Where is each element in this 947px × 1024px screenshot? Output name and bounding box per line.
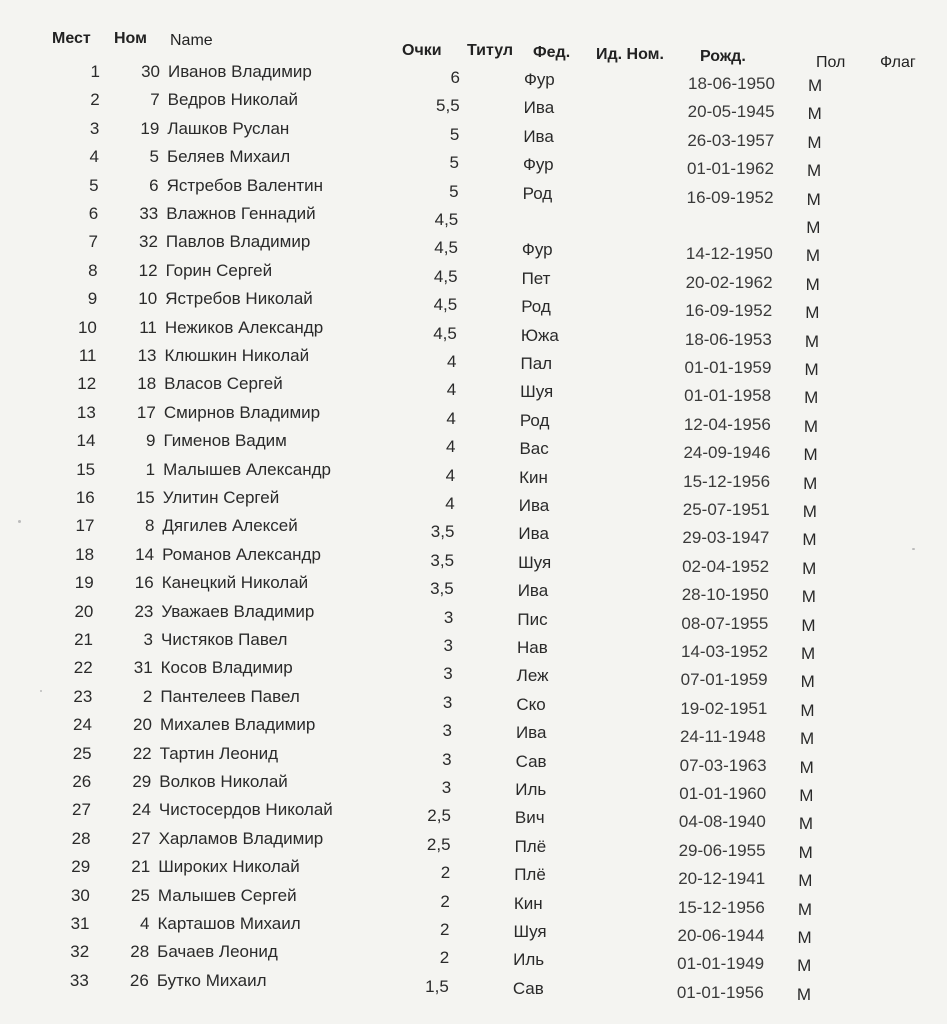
- number-cell: 24: [131, 800, 151, 820]
- points-cell: 3: [442, 749, 452, 769]
- name-cell: Смирнов Владимир: [163, 402, 321, 422]
- number-cell: 18: [137, 374, 157, 394]
- table-row: [0, 938, 936, 976]
- number-cell: 19: [140, 118, 160, 138]
- place-cell: 23: [73, 686, 93, 706]
- federation-cell: Сав: [515, 751, 547, 771]
- federation-cell: Фур: [524, 70, 555, 89]
- number-cell: 26: [129, 970, 149, 990]
- birth-date-cell: 14-12-1950: [685, 244, 773, 264]
- place-cell: 21: [74, 630, 93, 649]
- birth-date-cell: 01-01-1962: [686, 159, 774, 179]
- sex-cell: М: [804, 331, 820, 351]
- number-cell: 2: [142, 686, 153, 706]
- table-row: [0, 825, 938, 862]
- federation-cell: Ива: [515, 723, 547, 743]
- birth-date-cell: 18-06-1950: [688, 74, 775, 93]
- place-cell: 30: [70, 885, 90, 905]
- federation-cell: Вич: [514, 808, 545, 828]
- points-cell: 3,5: [430, 579, 454, 599]
- number-cell: 30: [141, 62, 160, 81]
- name-cell: Уважаев Владимир: [161, 601, 315, 621]
- points-cell: 4,5: [433, 266, 458, 286]
- points-cell: 3: [442, 692, 453, 712]
- place-cell: 22: [73, 658, 93, 678]
- points-cell: 4: [445, 494, 455, 513]
- name-cell: Власов Сергей: [164, 374, 283, 394]
- federation-cell: Плё: [514, 865, 546, 885]
- federation-cell: Ива: [523, 126, 554, 146]
- number-cell: 32: [138, 232, 158, 252]
- birth-date-cell: 01-01-1958: [684, 386, 772, 406]
- number-cell: 8: [144, 516, 155, 536]
- points-cell: 4,5: [433, 323, 457, 343]
- scan-speck: [18, 520, 21, 523]
- sex-cell: М: [799, 729, 815, 749]
- sex-cell: М: [797, 928, 812, 947]
- sex-cell: М: [803, 445, 818, 465]
- table-row: [0, 314, 944, 351]
- points-cell: 5,5: [436, 96, 460, 116]
- birth-date-cell: 01-01-1960: [679, 784, 767, 803]
- federation-cell: Нав: [517, 638, 548, 657]
- table-row: [0, 285, 944, 323]
- federation-cell: Фур: [521, 240, 553, 260]
- name-cell: Малышев Сергей: [157, 885, 297, 905]
- table-row: [0, 853, 937, 891]
- birth-date-cell: 07-01-1959: [680, 670, 768, 690]
- place-cell: 25: [72, 743, 92, 763]
- federation-cell: Иль: [513, 950, 545, 970]
- place-cell: 29: [71, 857, 91, 877]
- sex-cell: М: [806, 189, 821, 209]
- sex-cell: М: [802, 558, 817, 578]
- place-cell: 28: [71, 828, 91, 848]
- name-cell: Беляев Михаил: [166, 147, 291, 167]
- place-cell: 9: [87, 289, 98, 309]
- sex-cell: М: [807, 132, 822, 152]
- birth-date-cell: 20-12-1941: [678, 869, 766, 889]
- federation-cell: Род: [522, 183, 553, 203]
- table-row: [0, 86, 947, 124]
- header-place: Мест: [52, 30, 91, 47]
- federation-cell: Род: [521, 297, 551, 317]
- header-num: Ном: [114, 30, 147, 47]
- name-cell: Пантелеев Павел: [160, 686, 300, 706]
- points-cell: 3: [441, 778, 452, 797]
- sex-cell: М: [801, 587, 816, 607]
- number-cell: 27: [131, 828, 151, 848]
- number-cell: 9: [145, 431, 156, 451]
- birth-date-cell: 20-05-1945: [687, 102, 775, 122]
- place-cell: 32: [70, 942, 90, 962]
- federation-cell: Шуя: [518, 552, 552, 572]
- points-cell: 4: [445, 437, 456, 457]
- birth-date-cell: 19-02-1951: [680, 698, 768, 718]
- sex-cell: М: [798, 842, 813, 862]
- sex-cell: М: [800, 672, 815, 692]
- table-row: [0, 882, 937, 919]
- birth-date-cell: 01-01-1959: [684, 358, 772, 377]
- federation-cell: Кин: [513, 893, 543, 913]
- federation-cell: Пал: [520, 354, 553, 373]
- place-cell: 8: [88, 260, 98, 280]
- table-row: [0, 143, 946, 181]
- birth-date-cell: 26-03-1957: [687, 130, 775, 150]
- sex-cell: М: [802, 502, 817, 521]
- points-cell: 4: [445, 465, 456, 485]
- name-cell: Канецкий Николай: [161, 573, 309, 593]
- table-row: [0, 796, 938, 834]
- table-row: [0, 626, 940, 663]
- place-cell: 11: [78, 346, 97, 365]
- header-sex: Пол: [816, 54, 846, 71]
- place-cell: 12: [77, 374, 97, 394]
- name-cell: Бутко Михаил: [156, 970, 267, 990]
- table-row: [0, 910, 937, 947]
- scan-speck: [912, 548, 915, 550]
- table-row: [0, 456, 942, 493]
- number-cell: 5: [149, 147, 159, 167]
- number-cell: 4: [140, 914, 150, 933]
- name-cell: Тартин Леонид: [159, 743, 279, 763]
- sex-cell: М: [797, 956, 812, 976]
- place-cell: 27: [71, 800, 91, 820]
- table-row: [0, 967, 936, 1004]
- sex-cell: М: [806, 218, 821, 237]
- name-cell: Ведров Николай: [167, 90, 299, 110]
- sex-cell: М: [799, 786, 814, 805]
- birth-date-cell: 25-07-1951: [682, 500, 770, 519]
- number-cell: 15: [135, 488, 155, 507]
- points-cell: 3: [443, 664, 453, 684]
- name-cell: Карташов Михаил: [157, 914, 301, 933]
- place-cell: 17: [75, 516, 95, 536]
- points-cell: 4: [447, 352, 457, 371]
- table-row: [0, 342, 944, 379]
- name-cell: Бачаев Леонид: [157, 942, 278, 962]
- name-cell: Гименов Вадим: [163, 431, 287, 451]
- name-cell: Широких Николай: [158, 857, 300, 877]
- points-cell: 3: [443, 607, 454, 627]
- number-cell: 16: [134, 573, 154, 593]
- federation-cell: Южа: [520, 325, 559, 345]
- name-cell: Волков Николай: [159, 772, 288, 791]
- number-cell: 11: [139, 317, 157, 337]
- table-row: [0, 711, 939, 749]
- name-cell: Чистосердов Николай: [158, 800, 333, 820]
- table-row: [0, 228, 945, 266]
- sex-cell: М: [798, 871, 813, 891]
- federation-cell: Вас: [519, 439, 549, 459]
- name-cell: Малышев Александр: [163, 459, 331, 479]
- points-cell: 4,5: [434, 238, 458, 258]
- birth-date-cell: 12-04-1956: [683, 414, 771, 434]
- birth-date-cell: 24-11-1948: [679, 727, 766, 747]
- points-cell: 4: [446, 408, 456, 428]
- name-cell: Дягилев Алексей: [162, 516, 298, 536]
- points-cell: 4,5: [434, 210, 459, 229]
- birth-date-cell: 01-01-1956: [676, 982, 764, 1002]
- number-cell: 28: [130, 942, 150, 962]
- sex-cell: М: [808, 76, 823, 95]
- name-cell: Харламов Владимир: [158, 828, 324, 848]
- name-cell: Павлов Владимир: [165, 232, 311, 252]
- birth-date-cell: 15-12-1956: [683, 471, 771, 491]
- federation-cell: Ива: [518, 524, 549, 544]
- federation-cell: Пет: [521, 268, 551, 288]
- points-cell: 2: [440, 920, 450, 939]
- place-cell: 10: [77, 317, 97, 337]
- name-cell: Лашков Руслан: [167, 118, 290, 138]
- federation-cell: Иль: [515, 780, 547, 799]
- place-cell: 13: [76, 402, 96, 422]
- name-cell: Нежиков Александр: [164, 317, 324, 337]
- birth-date-cell: 08-07-1955: [681, 613, 769, 633]
- points-cell: 2: [439, 948, 450, 968]
- birth-date-cell: 07-03-1963: [679, 755, 767, 775]
- birth-date-cell: 29-03-1947: [682, 528, 770, 548]
- birth-date-cell: 16-09-1952: [686, 187, 774, 207]
- scan-speck: [40, 690, 42, 692]
- number-cell: 25: [130, 885, 150, 905]
- number-cell: 10: [138, 289, 158, 309]
- number-cell: 29: [132, 772, 152, 791]
- points-cell: 3,5: [430, 522, 455, 542]
- birth-date-cell: 20-06-1944: [677, 926, 765, 945]
- points-cell: 1,5: [425, 976, 449, 996]
- federation-cell: Леж: [516, 666, 549, 686]
- birth-date-cell: 24-09-1946: [683, 443, 771, 463]
- federation-cell: Пис: [517, 609, 548, 629]
- number-cell: 12: [138, 260, 158, 280]
- table-row: [0, 257, 945, 294]
- birth-date-cell: 16-09-1952: [685, 301, 773, 321]
- federation-cell: Ско: [516, 694, 546, 714]
- birth-date-cell: 14-03-1952: [681, 642, 768, 661]
- place-cell: 5: [89, 175, 99, 195]
- header-birth: Рожд.: [700, 48, 746, 65]
- number-cell: 13: [137, 346, 157, 365]
- points-cell: 4,5: [433, 295, 458, 315]
- place-cell: 16: [75, 488, 95, 507]
- table-row: [0, 370, 943, 408]
- place-cell: 33: [69, 970, 89, 990]
- points-cell: 3: [442, 721, 452, 741]
- table-row: [0, 200, 945, 237]
- name-cell: Улитин Сергей: [162, 488, 280, 507]
- header-flag: Флаг: [880, 54, 916, 71]
- header-title: Титул: [467, 42, 514, 59]
- federation-cell: Плё: [514, 836, 547, 856]
- points-cell: 5: [449, 181, 459, 201]
- table-row: [0, 654, 940, 692]
- name-cell: Горин Сергей: [165, 260, 273, 280]
- sex-cell: М: [801, 615, 816, 635]
- sex-cell: М: [796, 984, 811, 1004]
- points-cell: 2,5: [426, 834, 451, 854]
- sex-cell: М: [803, 473, 818, 493]
- birth-date-cell: 18-06-1953: [684, 329, 772, 349]
- federation-cell: Ива: [517, 581, 549, 601]
- points-cell: 5: [449, 153, 459, 173]
- birth-date-cell: 01-01-1949: [677, 954, 765, 974]
- number-cell: 14: [135, 544, 155, 564]
- table-row: [0, 569, 941, 607]
- federation-cell: Шуя: [520, 382, 554, 402]
- federation-cell: Кин: [519, 467, 548, 487]
- header-fed: Фед.: [533, 44, 571, 61]
- federation-cell: Род: [519, 410, 550, 430]
- place-cell: 6: [88, 204, 99, 223]
- header-points: Очки: [402, 42, 442, 59]
- number-cell: 31: [133, 658, 153, 678]
- name-cell: Чистяков Павел: [161, 630, 288, 649]
- table-row: [0, 399, 943, 436]
- points-cell: 2: [440, 863, 451, 883]
- name-cell: Влажнов Геннадий: [166, 204, 316, 223]
- number-cell: 1: [145, 459, 156, 479]
- points-cell: 3,5: [430, 550, 455, 570]
- table-row: [0, 58, 947, 95]
- table-row: [0, 512, 941, 550]
- table-row: [0, 683, 939, 720]
- points-cell: 2,5: [427, 806, 451, 826]
- points-cell: 6: [450, 68, 460, 87]
- table-row: [0, 740, 939, 777]
- place-cell: 4: [89, 147, 99, 167]
- place-cell: 14: [76, 431, 96, 451]
- points-cell: 3: [443, 636, 453, 655]
- federation-cell: Шуя: [513, 922, 547, 941]
- sex-cell: М: [802, 530, 817, 550]
- table-row: [0, 541, 941, 578]
- number-cell: 7: [150, 90, 160, 110]
- header-id: Ид. Ном.: [596, 46, 664, 63]
- name-cell: Иванов Владимир: [168, 62, 312, 81]
- birth-date-cell: 02-04-1952: [682, 556, 770, 576]
- number-cell: 3: [143, 630, 153, 649]
- federation-cell: Ива: [523, 98, 555, 118]
- name-cell: Ястребов Николай: [165, 289, 313, 309]
- table-row: [0, 115, 946, 152]
- sex-cell: М: [799, 757, 814, 777]
- place-cell: 24: [73, 715, 92, 735]
- name-cell: Романов Александр: [162, 544, 321, 564]
- sex-cell: М: [805, 303, 820, 323]
- table-row: [0, 598, 940, 635]
- points-cell: 2: [440, 891, 450, 911]
- table-row: [0, 172, 946, 209]
- place-cell: 7: [88, 232, 98, 252]
- name-cell: Косов Владимир: [160, 658, 293, 678]
- place-cell: 15: [76, 459, 96, 479]
- points-cell: 5: [449, 124, 460, 144]
- table-row: [0, 768, 938, 805]
- name-cell: Ястребов Валентин: [166, 175, 324, 195]
- number-cell: 23: [134, 601, 154, 621]
- number-cell: 17: [136, 402, 156, 422]
- number-cell: 33: [139, 204, 159, 223]
- birth-date-cell: 15-12-1956: [677, 897, 765, 917]
- birth-date-cell: 20-02-1962: [685, 272, 773, 292]
- place-cell: 18: [75, 544, 95, 564]
- federation-cell: Ива: [518, 496, 550, 515]
- place-cell: 20: [74, 601, 94, 621]
- place-cell: 1: [90, 62, 100, 81]
- name-cell: Клюшкин Николай: [164, 346, 310, 365]
- sex-cell: М: [807, 104, 822, 124]
- sex-cell: М: [804, 360, 819, 379]
- header-name: Name: [170, 32, 213, 49]
- birth-date-cell: 04-08-1940: [678, 812, 766, 832]
- sex-cell: М: [800, 700, 815, 720]
- sex-cell: М: [803, 416, 818, 436]
- sex-cell: М: [805, 246, 821, 266]
- points-cell: 4: [446, 380, 457, 400]
- sex-cell: М: [797, 899, 813, 919]
- sex-cell: М: [805, 274, 820, 294]
- table-row: [0, 427, 942, 465]
- table-row: [0, 484, 942, 521]
- number-cell: 6: [149, 175, 159, 195]
- place-cell: 2: [90, 90, 100, 110]
- number-cell: 20: [133, 715, 152, 735]
- sex-cell: М: [801, 644, 816, 663]
- number-cell: 22: [132, 743, 152, 763]
- sex-cell: М: [806, 161, 822, 181]
- place-cell: 19: [74, 573, 94, 593]
- birth-date-cell: 28-10-1950: [681, 585, 769, 605]
- place-cell: 31: [70, 914, 90, 933]
- place-cell: 3: [89, 118, 100, 138]
- federation-cell: Фур: [522, 155, 554, 175]
- number-cell: 21: [131, 857, 151, 877]
- sex-cell: М: [798, 814, 814, 834]
- federation-cell: Сав: [512, 978, 544, 998]
- birth-date-cell: 29-06-1955: [678, 840, 766, 860]
- sex-cell: М: [804, 388, 819, 408]
- place-cell: 26: [72, 772, 92, 791]
- name-cell: Михалев Владимир: [159, 715, 316, 735]
